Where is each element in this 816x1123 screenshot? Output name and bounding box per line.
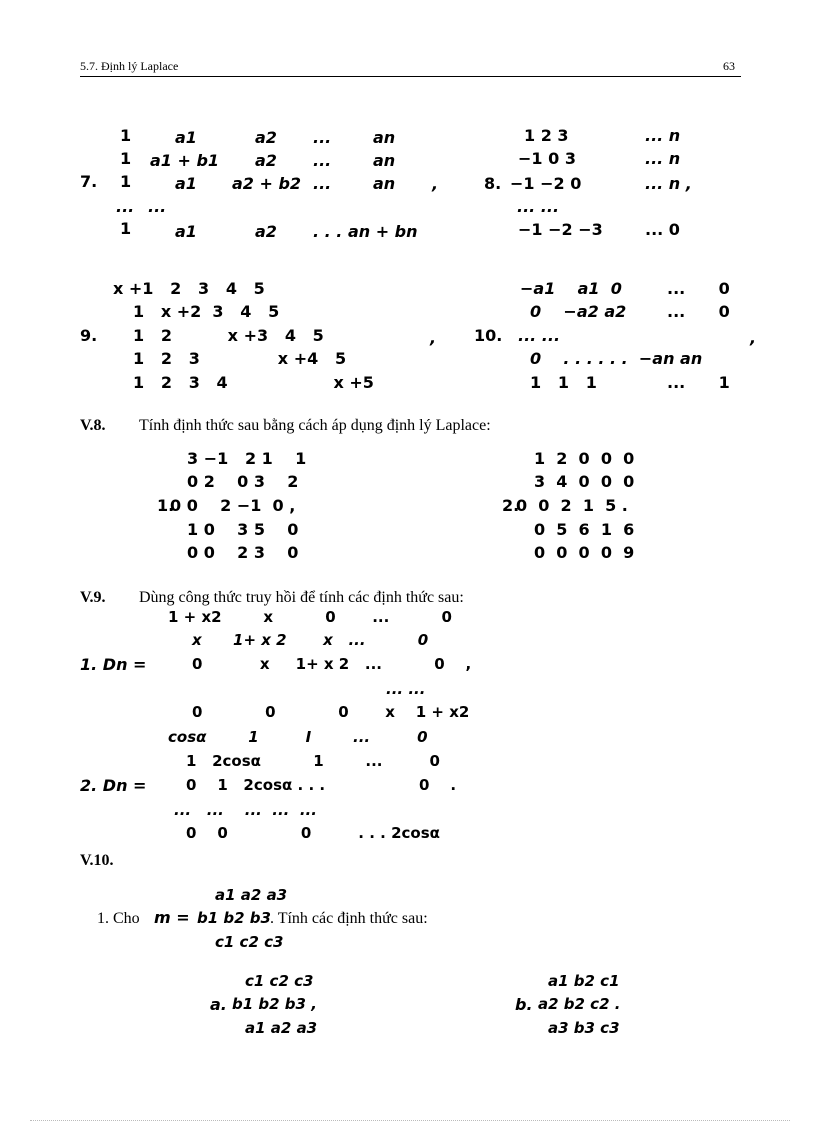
v10-m-r1: a1 a2 a3: [215, 886, 288, 904]
p7-r5-c4: . . . an + bn: [313, 222, 418, 241]
p9-r4: 1 2 3 x +4 5: [133, 349, 347, 368]
p7-r4-c2: ...: [148, 197, 167, 216]
p7-r4-c1: ...: [116, 197, 135, 216]
v8-heading: V.8.: [80, 417, 106, 434]
v10-b-r3: a3 b3 c3: [548, 1019, 620, 1037]
running-header-section: 5.7. Định lý Laplace: [80, 59, 179, 73]
p8-r2: −1 0 3: [518, 149, 576, 168]
p7-r3-c2: a1: [175, 174, 197, 193]
p7-r2-c2: a1 + b1: [150, 151, 220, 170]
v9-d2-r3: 0 1 2cosα . . . 0 .: [186, 776, 457, 794]
header-rule: [80, 76, 741, 77]
v9-d2-r4: ... ... ... ... ...: [174, 801, 317, 819]
v10-a-label: a.: [210, 995, 227, 1014]
p10-r1-tail: ... 0: [667, 279, 730, 298]
v9-d1-r2: x 1+ x 2 x ... 0: [192, 631, 429, 649]
p8-r3: −1 −2 0: [510, 174, 582, 193]
v8-text: Tính định thức sau bằng cách áp dụng định lý Laplace:: [139, 417, 491, 434]
p7-r5-c1: 1: [120, 219, 132, 238]
p10-comma: ,: [750, 328, 757, 347]
p8-r5: −1 −2 −3: [518, 220, 603, 239]
v9-d1-r1: 1 + x2 x 0 ... 0: [168, 608, 452, 626]
page-bottom-edge: [30, 1120, 790, 1121]
v9-d2-label: 2. Dn =: [80, 776, 147, 795]
p10-r5-tail: ... 1: [667, 373, 730, 392]
p10-r4: 0 . . . . . . −an an: [530, 349, 703, 368]
v10-m-r2: b1 b2 b3: [197, 909, 271, 927]
p9-comma: ,: [430, 328, 437, 347]
v9-d1-r5: 0 0 0 x 1 + x2: [192, 703, 470, 721]
v8-d2-r4: 0 5 6 1 6: [534, 520, 635, 539]
p7-r2-c1: 1: [120, 149, 132, 168]
p7-r2-c3: a2: [255, 151, 277, 170]
v10-a-r2: b1 b2 b3 ,: [232, 995, 317, 1013]
p9-r5: 1 2 3 4 x +5: [133, 373, 374, 392]
p7-r1-c5: an: [373, 128, 396, 147]
p7-r2-c5: an: [373, 151, 396, 170]
p8-r5-tail: ... 0: [645, 220, 680, 239]
v10-a-r3: a1 a2 a3: [245, 1019, 318, 1037]
v10-b-r2: a2 b2 c2 .: [538, 995, 621, 1013]
p9-r1: x +1 2 3 4 5: [113, 279, 265, 298]
p7-r5-c2: a1: [175, 222, 197, 241]
v9-d1-r4: ... ...: [386, 680, 426, 698]
p8-r1-tail: ... n: [645, 126, 681, 145]
p7-r2-c4: ...: [313, 151, 332, 170]
v9-d2-r1: cosα 1 I ... 0: [168, 728, 428, 746]
p7-r1-c3: a2: [255, 128, 277, 147]
v8-d1-label: 1.: [157, 496, 175, 515]
v8-d2-label: 2.: [502, 496, 520, 515]
p8-r3-tail: ... n ,: [645, 174, 692, 193]
v8-d1-r5: 0 0 2 3 0: [187, 543, 299, 562]
v10-m-label: m =: [154, 908, 190, 927]
v8-d2-r2: 3 4 0 0 0: [534, 472, 635, 491]
v8-d1-r2: 0 2 0 3 2: [187, 472, 299, 491]
v8-d1-r1: 3 −1 2 1 1: [187, 449, 307, 468]
v10-b-label: b.: [515, 995, 533, 1014]
p7-r3-c4: ...: [313, 174, 332, 193]
p10-r2: 0 −a2 a2: [530, 302, 627, 321]
p7-r1-c2: a1: [175, 128, 197, 147]
v8-d2-r5: 0 0 0 0 9: [534, 543, 635, 562]
v9-d2-r5: 0 0 0 . . . 2cosα: [186, 824, 440, 842]
v9-text: Dùng công thức truy hồi để tính các định thức sau:: [139, 589, 464, 606]
p7-r3-c5: an: [373, 174, 396, 193]
problem-7-label: 7.: [80, 172, 98, 191]
v8-d2-r3: 0 0 2 1 5 .: [516, 496, 628, 515]
p7-r1-c1: 1: [120, 126, 132, 145]
p7-r3-c3: a2 + b2: [232, 174, 302, 193]
v10-intro-suffix: . Tính các định thức sau:: [270, 910, 428, 927]
v10-heading: V.10.: [80, 852, 114, 869]
p8-r4: ... ...: [517, 197, 560, 216]
v9-d2-r2: 1 2cosα 1 ... 0: [186, 752, 440, 770]
p10-r2-tail: ... 0: [667, 302, 730, 321]
v10-a-r1: c1 c2 c3: [245, 972, 314, 990]
v8-d2-r1: 1 2 0 0 0: [534, 449, 635, 468]
v9-d1-r3: 0 x 1+ x 2 ... 0 ,: [192, 655, 472, 673]
p9-r2: 1 x +2 3 4 5: [133, 302, 280, 321]
p7-r5-c3: a2: [255, 222, 277, 241]
problem-8-label: 8.: [484, 174, 502, 193]
v9-d1-label: 1. Dn =: [80, 655, 147, 674]
v8-d1-r3: 0 0 2 −1 0 ,: [170, 496, 296, 515]
page-number: 63: [723, 59, 735, 73]
v10-intro-prefix: 1. Cho: [97, 910, 140, 927]
p10-r5: 1 1 1: [530, 373, 597, 392]
v8-d1-r4: 1 0 3 5 0: [187, 520, 299, 539]
v10-m-r3: c1 c2 c3: [215, 933, 284, 951]
v9-heading: V.9.: [80, 589, 106, 606]
v10-b-r1: a1 b2 c1: [548, 972, 620, 990]
problem-9-label: 9.: [80, 326, 98, 345]
p8-r2-tail: ... n: [645, 149, 681, 168]
problem-10-label: 10.: [474, 326, 503, 345]
p7-r3-c1: 1: [120, 172, 132, 191]
p10-r3: ... ...: [518, 326, 561, 345]
p7-comma: ,: [432, 174, 439, 193]
p10-r1: −a1 a1 0: [520, 279, 622, 298]
p8-r1: 1 2 3: [524, 126, 569, 145]
p7-r1-c4: ...: [313, 128, 332, 147]
p9-r3: 1 2 x +3 4 5: [133, 326, 324, 345]
